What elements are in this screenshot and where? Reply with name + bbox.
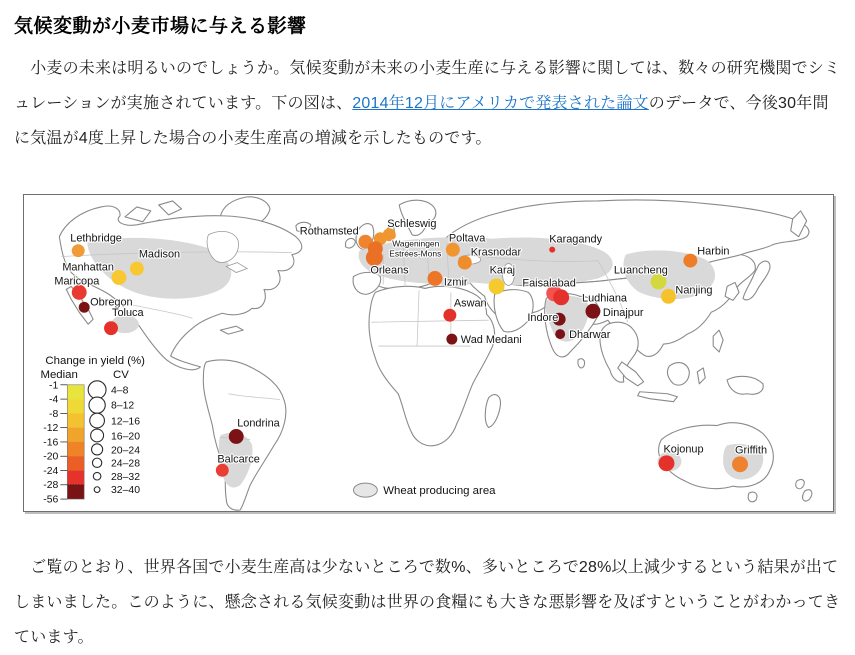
site-label-kojonup: Kojonup bbox=[663, 443, 704, 456]
median-bar-segment bbox=[67, 485, 84, 499]
wheat-area-label: Wheat producing area bbox=[383, 485, 496, 498]
cv-class-label: 28–32 bbox=[111, 472, 140, 484]
median-bar-segment bbox=[67, 442, 84, 457]
legend-median-header: Median bbox=[40, 368, 78, 381]
site-dot-dinajpur bbox=[586, 304, 601, 319]
site-label-griffith: Griffith bbox=[735, 444, 768, 457]
cv-class-label: 12–16 bbox=[111, 416, 140, 428]
median-tick-label: -4 bbox=[49, 394, 59, 406]
paper-link[interactable]: 2014年12月にアメリカで発表された論文 bbox=[352, 95, 649, 112]
site-label-krasnodar: Krasnodar bbox=[470, 246, 522, 259]
new-zealand-islands bbox=[796, 480, 812, 501]
site-label-harbin: Harbin bbox=[697, 245, 730, 258]
site-dot-lethbridge bbox=[72, 244, 85, 257]
median-bar-segment bbox=[67, 428, 84, 443]
median-tick-label: -16 bbox=[43, 437, 59, 449]
site-label-manhattan: Manhattan bbox=[62, 261, 114, 274]
cv-class-label: 32–40 bbox=[111, 485, 140, 497]
site-dot-nanjing bbox=[661, 289, 676, 304]
yield-legend bbox=[40, 355, 145, 506]
median-tick-label: -1 bbox=[49, 380, 59, 392]
site-dot-toluca bbox=[104, 321, 118, 335]
legend-cv-header: CV bbox=[112, 368, 129, 381]
site-dot-londrina bbox=[229, 429, 244, 444]
cv-size-legend bbox=[88, 381, 106, 493]
site-label-karagandy: Karagandy bbox=[549, 233, 603, 246]
site-dot-dharwar bbox=[555, 329, 565, 339]
median-bar-segment bbox=[67, 413, 84, 428]
site-label-izmir: Izmir bbox=[443, 276, 468, 289]
cv-class-label: 8–12 bbox=[111, 400, 135, 412]
site-dot-poltava bbox=[446, 243, 460, 257]
java-island bbox=[638, 392, 678, 402]
site-dot-madison bbox=[130, 262, 144, 276]
site-dot-krasnodar bbox=[458, 256, 472, 270]
site-label-madison: Madison bbox=[138, 248, 181, 261]
site-dot-ludhiana bbox=[553, 289, 569, 305]
wheat-area-swatch bbox=[353, 483, 377, 497]
south-america-landmass bbox=[203, 360, 286, 510]
ireland-island bbox=[346, 238, 356, 248]
world-map-svg bbox=[24, 195, 833, 511]
site-label-poltava: Poltava bbox=[448, 232, 486, 245]
intro-paragraph bbox=[14, 51, 844, 156]
legend-title: Change in yield (%) bbox=[45, 354, 145, 367]
site-label-schleswig: Schleswig bbox=[387, 217, 437, 230]
site-dot-kojonup bbox=[659, 455, 675, 471]
wheat-yield-map-figure bbox=[23, 194, 834, 512]
site-label-dharwar: Dharwar bbox=[569, 329, 611, 342]
site-dot-orleans bbox=[366, 249, 383, 266]
intro-text-before-link: 小麦の未来は明るいのでしょうか。気候変動が未来の小麦生産に与える影響に関しては、数々の研究機関でシミュレーションが実施されています。下の図は、 bbox=[14, 60, 841, 112]
median-bar-segment bbox=[67, 471, 84, 485]
median-tick-marks bbox=[60, 385, 67, 499]
site-label-dinajpur: Dinajpur bbox=[602, 307, 644, 320]
site-label-orleans: Orleans bbox=[370, 264, 409, 277]
site-label-maricopa: Maricopa bbox=[54, 275, 100, 288]
cv-class-label: 16–20 bbox=[111, 431, 140, 443]
median-tick-label: -12 bbox=[43, 423, 59, 435]
wheat-area-legend bbox=[353, 483, 496, 497]
conclusion-paragraph: ご覧のとおり、世界各国で小麦生産高は少ないところで数%、多いところで28%以上減少するという結果が出てしまいました。このように、懸念される気候変動は世界の食糧にも大きな悪影響を及ぼすということがわかってきています。 bbox=[14, 559, 841, 646]
site-label-estrees-mons: Estrées-Mons bbox=[389, 248, 442, 259]
site-label-balcarce: Balcarce bbox=[217, 453, 260, 466]
site-dot-aswan bbox=[443, 309, 456, 322]
site-dot-griffith bbox=[732, 456, 748, 472]
site-dot-karagandy bbox=[549, 247, 555, 253]
cv-class-label: 24–28 bbox=[111, 458, 140, 470]
site-dot-balcarce bbox=[216, 464, 229, 477]
sulawesi-island bbox=[697, 368, 705, 384]
median-tick-label: -28 bbox=[43, 480, 59, 492]
site-label-rothamsted: Rothamsted bbox=[299, 225, 359, 238]
africa-landmass bbox=[369, 286, 495, 445]
site-label-londrina: Londrina bbox=[237, 417, 280, 430]
site-label-nanjing: Nanjing bbox=[675, 284, 713, 297]
cv-class-labels bbox=[111, 386, 140, 496]
madagascar-island bbox=[485, 395, 500, 428]
page-title: 気候変動が小麦市場に与える影響 bbox=[14, 16, 307, 37]
site-dot-obregon bbox=[79, 302, 90, 313]
median-bar-segment bbox=[67, 385, 84, 400]
site-label-aswan: Aswan bbox=[453, 297, 487, 310]
site-label-wad-medani: Wad Medani bbox=[460, 334, 522, 347]
median-bar-segment bbox=[67, 399, 84, 414]
site-label-indore: Indore bbox=[527, 312, 559, 325]
tasmania-island bbox=[748, 492, 757, 502]
site-label-wageningen: Wageningen bbox=[392, 238, 440, 249]
site-dot-karaj bbox=[489, 278, 505, 294]
site-label-luancheng: Luancheng bbox=[613, 264, 668, 277]
median-tick-label: -56 bbox=[43, 494, 59, 506]
median-tick-label: -8 bbox=[49, 408, 59, 420]
site-label-ludhiana: Ludhiana bbox=[582, 292, 627, 305]
philippines-islands bbox=[713, 330, 723, 352]
median-tick-label: -24 bbox=[43, 466, 59, 478]
site-label-obregon: Obregon bbox=[90, 296, 133, 309]
new-guinea-island bbox=[727, 376, 763, 394]
site-label-faisalabad: Faisalabad bbox=[522, 277, 576, 290]
median-color-bar bbox=[43, 380, 84, 505]
cuba-island bbox=[220, 326, 243, 334]
intro-text-after-link: のデータで、今後30年間に気温が4度上昇した場合の小麦生産高の増減を示したものです。 bbox=[14, 95, 829, 147]
sri-lanka-island bbox=[578, 359, 585, 368]
site-label-karaj: Karaj bbox=[489, 264, 516, 277]
arabia-peninsula bbox=[494, 290, 533, 332]
site-label-lethbridge: Lethbridge bbox=[70, 232, 122, 245]
site-dot-izmir bbox=[428, 271, 443, 286]
median-tick-label: -20 bbox=[43, 451, 59, 463]
cv-class-label: 20–24 bbox=[111, 445, 140, 457]
site-dot-wad-medani bbox=[446, 334, 457, 345]
median-bar-segment bbox=[67, 456, 84, 471]
site-dot-harbin bbox=[683, 254, 697, 268]
cv-class-label: 4–8 bbox=[111, 385, 129, 397]
borneo-island bbox=[667, 363, 689, 385]
site-label-toluca: Toluca bbox=[112, 307, 144, 320]
